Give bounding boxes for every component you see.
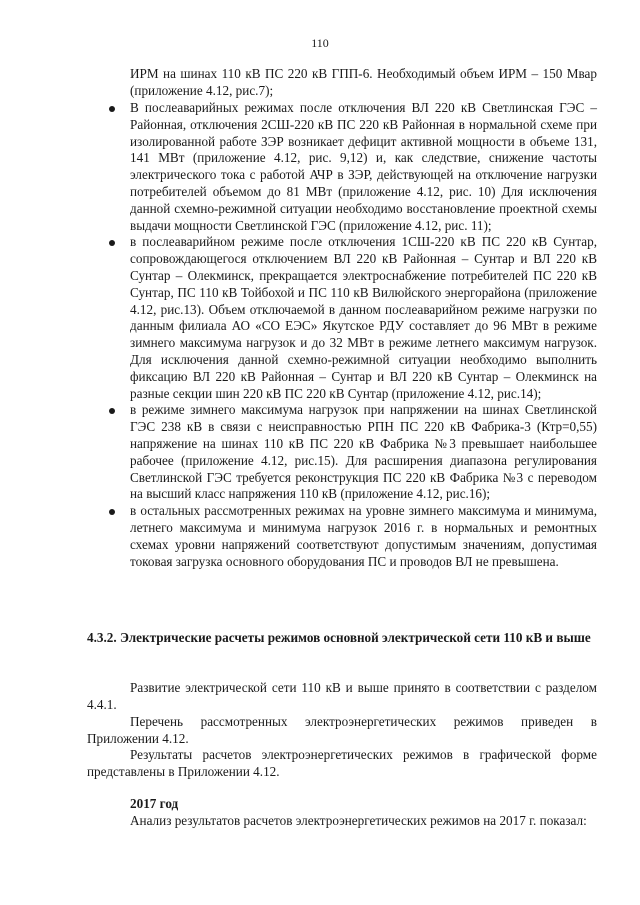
paragraph-network-development: Развитие электрической сети 110 кВ и выше принято в соответствии с разделом 4.4.1. <box>87 680 597 712</box>
bullet-item-1 <box>130 100 597 234</box>
bullet-item-2 <box>130 234 597 402</box>
paragraph-analysis: Анализ результатов расчетов электроэнергетических режимов на 2017 г. показал: <box>130 813 587 828</box>
continuation-paragraph: ИРМ на шинах 110 кВ ПС 220 кВ ГПП-6. Необходимый объем ИРМ – 150 Мвар (приложение 4.12, рис.7); <box>130 66 597 98</box>
paragraph-results-graphic: Результаты расчетов электроэнергетических режимов в графической форме представлены в Приложении 4.12. <box>87 747 597 779</box>
bullet-item-4 <box>130 503 597 570</box>
bullet-icon <box>109 106 115 112</box>
page-number: 110 <box>311 36 329 50</box>
bullet-list <box>0 100 640 570</box>
bullet-text: в остальных рассмотренных режимах на уровне зимнего максимума и минимума, летнего максимума и минимума нагрузок 2016 г. в нормальных и ремонтных схемах уровни напряжений соответствуют допустимым значениям, допустимая токовая загрузка основного оборудования ПС и проводов ВЛ не превышена. <box>130 503 597 569</box>
bullet-text: в режиме зимнего максимума нагрузок при напряжении на шинах Светлинской ГЭС 238 кВ в связи с неисправностью РПН ПС 220 кВ Фабрика-3 (Ктр=0,55) напряжение на шинах 110 кВ ПС 220 кВ Фабрика №3 превышает наибольшее рабочее (приложение 4.12, рис.15). Для расширения диапазона регулирования Светлинской ГЭС требуется реконструкция ПС 220 кВ Фабрика №3 с переводом на высший класс напряжения 110 кВ (приложение 4.12, рис.16); <box>130 402 597 502</box>
bullet-item-3 <box>130 402 597 503</box>
bullet-icon <box>109 509 115 515</box>
bullet-text: в послеаварийном режиме после отключения 1СШ-220 кВ ПС 220 кВ Сунтар, сопровождающегося отключением ВЛ 220 кВ Районная – Сунтар и ВЛ 220 кВ Сунтар – Олекминск, прекращается электроснабжение потребителей ПС 220 кВ Сунтар, ПС 110 кВ Тойбохой и ПС 110 кВ Вилюйского энергорайона (приложение 4.12, рис.13). Объем отключаемой в данном послеаварийном режиме нагрузки по данным филиала АО «СО ЕЭС» Якутское РДУ составляет до 96 МВт в режиме зимнего максимума нагрузок и до 32 МВт в режиме летнего максимум нагрузок. Для исключения данной схемно-режимной ситуации необходимо выполнить фиксацию ВЛ 220 кВ Районная – Сунтар и ВЛ 220 кВ Сунтар – Олекминск на разные секции шин 220 кВ ПС 220 кВ Сунтар (приложение 4.12, рис.14); <box>130 234 597 401</box>
year-heading: 2017 год <box>130 796 179 811</box>
paragraph-modes-list: Перечень рассмотренных электроэнергетических режимов приведен в Приложении 4.12. <box>87 714 597 746</box>
section-heading: 4.3.2. Электрические расчеты режимов основной электрической сети 110 кВ и выше <box>87 630 591 645</box>
bullet-text: В послеаварийных режимах после отключения ВЛ 220 кВ Светлинская ГЭС – Районная, отключения 2СШ-220 кВ ПС 220 кВ Районная в нормальной схеме при изолированной работе ЗЭР возникает дефицит активной мощности в объеме 131, 141 МВт (приложение 4.12, рис. 9,12) и, как следствие, снижение частоты электрического тока с работой АЧР в ЗЭР, действующей на отключение нагрузки потребителей объемом до 81 МВт (приложение 4.12, рис. 10) Для исключения данной схемно-режимной ситуации необходимо восстановление проектной схемы выдачи мощности Светлинской ГЭС (приложение 4.12, рис. 11); <box>130 100 597 233</box>
bullet-icon <box>109 240 115 246</box>
bullet-icon <box>109 408 115 414</box>
